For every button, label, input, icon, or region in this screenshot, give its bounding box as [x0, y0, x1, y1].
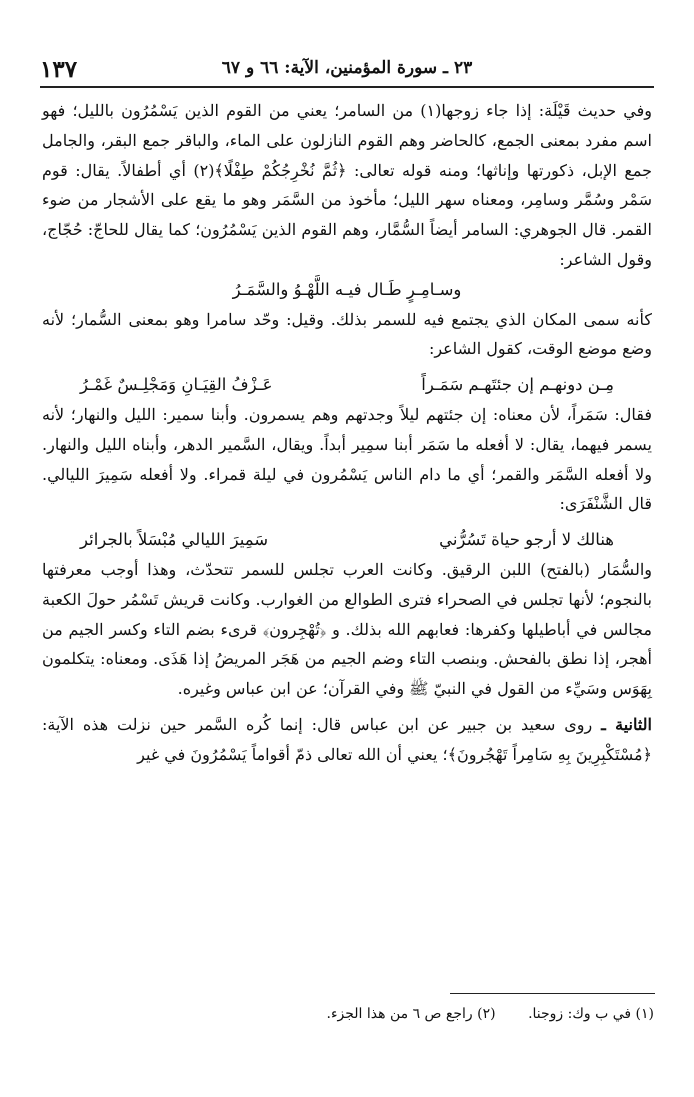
verse-line-1: وسـامِـرٍ طَـال فيـه اللَّهْـوُ والسَّمَـرُ	[232, 279, 462, 299]
paragraph-5-text: روى سعيد بن جبير عن ابن عباس قال: إنما كُره السَّمر حين نزلت هذه الآية: ﴿مُسْتَكْبِرِينَ بِهِ سَامِراً تَهْجُرونَ﴾؛ يعني أن الله تعالى ذمّ أقواماً يَسْمُرُونَ في غير	[42, 714, 652, 764]
verse-hemistich-left: سَمِيرَ الليالي مُبْسَلاً بالجرائر	[80, 530, 269, 550]
verse-hemistich-right: هنالك لا أرجو حياة تَسُرُّني	[439, 530, 614, 550]
verse-hemistich-right: مِـن دونهـم إن جئتَهـم سَمَـراً	[421, 375, 614, 395]
page-number: ١٣٧	[40, 56, 78, 83]
footnotes	[40, 1006, 654, 1022]
body-text	[42, 96, 652, 770]
section-label: الثانية ـ	[601, 714, 653, 734]
paragraph-2: كأنه سمى المكان الذي يجتمع فيه للسمر بذلك. وقيل: وحّد سامرا وهو بمعنى السُّمار؛ لأنه وضع موضع الوقت، كقول الشاعر:	[42, 309, 653, 359]
running-head: ٢٣ ـ سورة المؤمنين، الآية: ٦٦ و ٦٧	[221, 58, 473, 78]
page-header	[40, 56, 654, 88]
verse-couplet-2	[42, 525, 652, 555]
verse-hemistich-left: عَـزْفُ القِيَـانِ وَمَجْلِـسٌ غَمْـرُ	[80, 375, 273, 395]
paragraph-5	[42, 710, 652, 770]
paragraph-1: وفي حديث قَيْلَة: إذا جاء زوجها(١) من السامر؛ يعني من القوم الذين يَسْمُرُون بالليل؛ فهو اسم مفرد بمعنى الجمع، كالحاضر وهم القوم النازلون على الماء، والباقر جمع البقر، والجامل جمع الإبل، ذكورتها وإناثها؛ ومنه قوله تعالى: ﴿ثُمَّ نُخْرِجُكُمْ طِفْلًا﴾(٢) أي أطفالاً. يقال: قوم سَمْر وسُمَّر وسامِر، ومعناه سهر الليل؛ مأخوذ من السَّمَر وهو ما يقع على الأشجار من ضوء القمر. قال الجوهري: السامر أيضاً السُّمَّار، وهم القوم الذين يَسْمُرُون؛ كما يقال للحاجّ: حُجّاج، وقول الشاعر:	[42, 101, 653, 269]
paragraph-3: فقال: سَمَراً، لأن معناه: إن جئتهم ليلاً وجدتهم وهم يسمرون. وأبنا سمير: الليل والنهار؛ لأنه يسمر فيهما، يقال: لا أفعله ما سَمَر أبنا سمِير أبداً. ويقال، السَّمير الدهر، وأبناه الليل والنهار. ولا أفعله السَّمَر والقمر؛ أي ما دام الناس يَسْمُرون في ليلة قمراء. ولا أفعله سَمِيرَ الليالي. قال الشَّنْفَرَى:	[42, 404, 652, 514]
paragraph-4: والسُّمَار (بالفتح) اللبن الرقيق. وكانت العرب تجلس للسمر تتحدّث، وهذا أوجب معرفتها بالنجوم؛ لأنها تجلس في الصحراء فترى الطوالع من الغوارب. وكانت قريش تَسْمُر حولَ الكعبة مجالس في أباطيلها وكفرها: فعابهم الله بذلك. و ﴿تُهْجِرون﴾ قرىء بضم التاء وكسر الجيم من أهجر، إذا نطق بالفحش. وبنصب التاء وضم الجيم من هَجَر المريضُ إذا هَذَى. ومعناه: يتكلمون بِهَوَس وسَيِّء من القول في النبيّ ﷺ وفي القرآن؛ عن ابن عباس وغيره.	[42, 559, 653, 699]
verse-couplet-1	[42, 370, 652, 400]
footnote-2: (٢) راجع ص ٦ من هذا الجزء.	[326, 1006, 496, 1022]
footnote-divider	[450, 993, 655, 994]
footnote-1: (١) في ب وك: زوجنا.	[528, 1006, 654, 1022]
